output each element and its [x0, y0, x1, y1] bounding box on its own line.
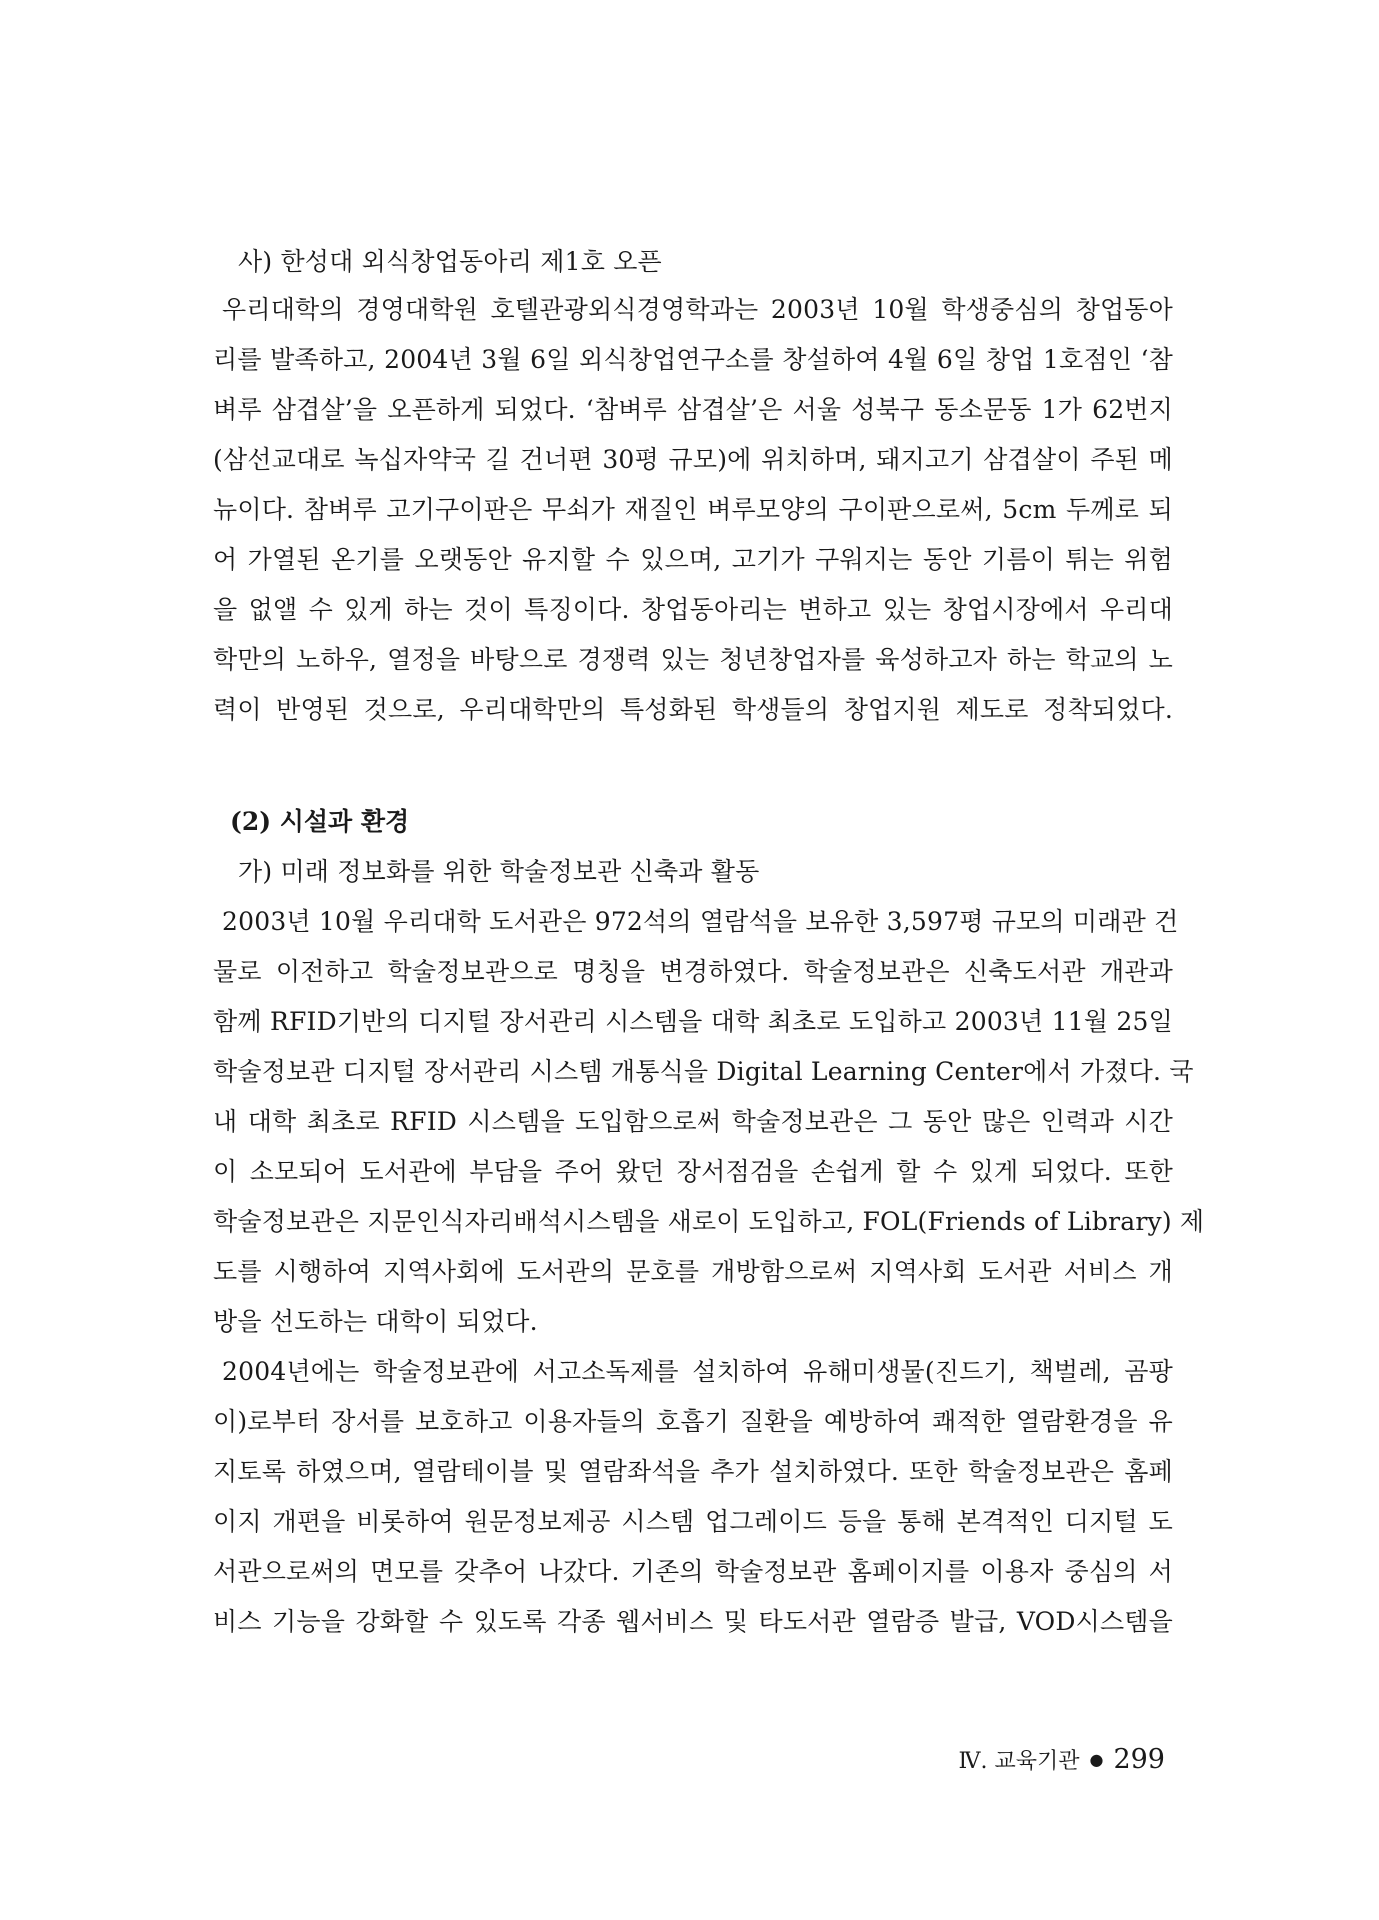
paragraph-line: 서관으로써의 면모를 갖추어 나갔다. 기존의 학술정보관 홈페이지를 이용자 중심의 서 [213, 1557, 1173, 1586]
paragraph-line: 뉴이다. 참벼루 고기구이판은 무쇠가 재질인 벼루모양의 구이판으로써, 5cm 두께로 되 [213, 495, 1173, 524]
subheading-ga: 가) 미래 정보화를 위한 학술정보관 신축과 활동 [238, 857, 760, 886]
section-heading: (2) 시설과 환경 [230, 807, 410, 836]
paragraph-line: 함께 RFID기반의 디지털 장서관리 시스템을 대학 최초로 도입하고 2003년 11월 25일 [213, 1007, 1173, 1036]
paragraph-line: 지토록 하였으며, 열람테이블 및 열람좌석을 추가 설치하였다. 또한 학술정보관은 홈페 [213, 1457, 1173, 1486]
paragraph-line: 어 가열된 온기를 오랫동안 유지할 수 있으며, 고기가 구워지는 동안 기름이 튀는 위험 [213, 545, 1173, 574]
footer-bullet-icon: ● [1089, 1750, 1104, 1769]
paragraph-line: 이)로부터 장서를 보호하고 이용자들의 호흡기 질환을 예방하여 쾌적한 열람환경을 유 [213, 1407, 1173, 1436]
paragraph-line: 2004년에는 학술정보관에 서고소독제를 설치하여 유해미생물(진드기, 책벌레, 곰팡 [222, 1357, 1173, 1386]
paragraph-line: 벼루 삼겹살’을 오픈하게 되었다. ‘참벼루 삼겹살’은 서울 성북구 동소문동 1가 62번지 [213, 395, 1173, 424]
paragraph-line: 학술정보관은 지문인식자리배석시스템을 새로이 도입하고, FOL(Friends of Library) 제 [213, 1207, 1205, 1236]
paragraph-line: 이 소모되어 도서관에 부담을 주어 왔던 장서점검을 손쉽게 할 수 있게 되었다. 또한 [213, 1157, 1173, 1186]
paragraph-line: 내 대학 최초로 RFID 시스템을 도입함으로써 학술정보관은 그 동안 많은 인력과 시간 [213, 1107, 1173, 1136]
page-footer [959, 1740, 1166, 1783]
paragraph-line: 비스 기능을 강화할 수 있도록 각종 웹서비스 및 타도서관 열람증 발급, VOD시스템을 [213, 1607, 1173, 1636]
page-number: 299 [1113, 1744, 1165, 1775]
footer-chapter: Ⅳ. 교육기관 [958, 1749, 1080, 1774]
paragraph-line: 리를 발족하고, 2004년 3월 6일 외식창업연구소를 창설하여 4월 6일 창업 1호점인 ‘참 [213, 345, 1173, 374]
paragraph-line: 2003년 10월 우리대학 도서관은 972석의 열람석을 보유한 3,597평 규모의 미래관 건 [222, 907, 1179, 936]
paragraph-line: (삼선교대로 녹십자약국 길 건너편 30평 규모)에 위치하며, 돼지고기 삼겹살이 주된 메 [213, 445, 1173, 474]
paragraph-line: 우리대학의 경영대학원 호텔관광외식경영학과는 2003년 10월 학생중심의 창업동아 [222, 295, 1173, 324]
paragraph-line: 학술정보관 디지털 장서관리 시스템 개통식을 Digital Learning Center에서 가졌다. 국 [213, 1057, 1194, 1086]
paragraph-line: 이지 개편을 비롯하여 원문정보제공 시스템 업그레이드 등을 통해 본격적인 디지털 도 [213, 1507, 1173, 1536]
subheading-sa: 사) 한성대 외식창업동아리 제1호 오픈 [238, 247, 662, 276]
paragraph-line: 력이 반영된 것으로, 우리대학만의 특성화된 학생들의 창업지원 제도로 정착되었다. [213, 695, 1173, 724]
paragraph-line: 도를 시행하여 지역사회에 도서관의 문호를 개방함으로써 지역사회 도서관 서비스 개 [213, 1257, 1173, 1286]
paragraph-line: 을 없앨 수 있게 하는 것이 특징이다. 창업동아리는 변하고 있는 창업시장에서 우리대 [213, 595, 1173, 624]
paragraph-line: 학만의 노하우, 열정을 바탕으로 경쟁력 있는 청년창업자를 육성하고자 하는 학교의 노 [213, 645, 1173, 674]
paragraph-line: 물로 이전하고 학술정보관으로 명칭을 변경하였다. 학술정보관은 신축도서관 개관과 [213, 957, 1173, 986]
paragraph-line: 방을 선도하는 대학이 되었다. [213, 1307, 538, 1336]
